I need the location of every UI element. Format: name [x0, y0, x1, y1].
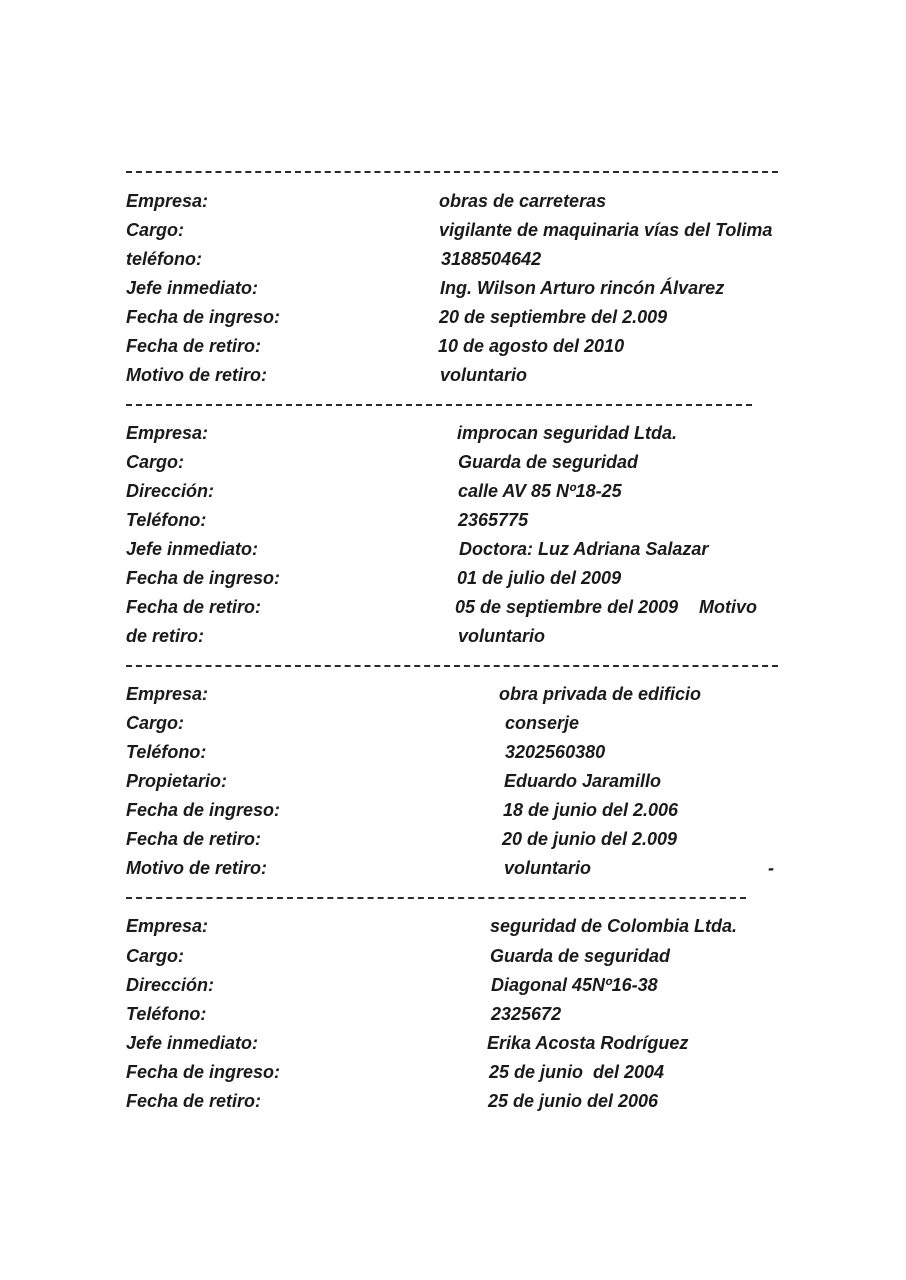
- section-separator: [126, 157, 778, 186]
- field-label: Empresa:: [126, 916, 209, 936]
- field-value: Ing. Wilson Arturo rincón Álvarez: [440, 278, 725, 298]
- field-label: Empresa:: [126, 191, 209, 211]
- field-value: 20 de junio del 2.009: [502, 829, 678, 849]
- field-label: Fecha de retiro:: [126, 336, 262, 356]
- field-value: 10 de agosto del 2010: [438, 336, 625, 356]
- field-label: Jefe inmediato:: [126, 539, 259, 559]
- field-value: Guarda de seguridad: [490, 946, 671, 966]
- field-value: vigilante de maquinaria vías del Tolima: [439, 220, 773, 240]
- field-label: Empresa:: [126, 423, 209, 443]
- field-label: Fecha de ingreso:: [126, 307, 281, 327]
- field-value: obra privada de edificio: [499, 684, 702, 704]
- field-value: seguridad de Colombia Ltda.: [490, 916, 738, 936]
- field-label: Fecha de retiro:: [126, 597, 262, 617]
- field-label: Dirección:: [126, 975, 215, 995]
- field-value: 3188504642: [441, 249, 542, 269]
- field-label: Cargo:: [126, 713, 184, 733]
- field-label: Cargo:: [126, 220, 184, 240]
- section-separator: [126, 651, 778, 680]
- field-label: de retiro:: [126, 626, 205, 646]
- field-value: Eduardo Jaramillo: [504, 771, 662, 791]
- field-label: Motivo de retiro:: [126, 365, 268, 385]
- field-value: 05 de septiembre del 2009: [455, 597, 679, 617]
- field-label: Cargo:: [126, 946, 184, 966]
- field-label: Propietario:: [126, 771, 228, 791]
- field-label: Cargo:: [126, 452, 184, 472]
- field-value: voluntario: [440, 365, 528, 385]
- field-value: calle AV 85 Nº18-25: [458, 481, 622, 501]
- section-separator: [126, 883, 746, 912]
- field-value: Erika Acosta Rodríguez: [487, 1033, 689, 1053]
- field-value: 25 de junio del 2004: [489, 1062, 665, 1082]
- field-label: Teléfono:: [126, 1004, 207, 1024]
- field-value: voluntario: [458, 626, 546, 646]
- field-value: 01 de julio del 2009: [457, 568, 622, 588]
- field-value: voluntario: [504, 858, 592, 878]
- field-value: Diagonal 45Nº16-38: [491, 975, 658, 995]
- field-value: Doctora: Luz Adriana Salazar: [459, 539, 709, 559]
- field-value: conserje: [505, 713, 580, 733]
- field-label: teléfono:: [126, 249, 202, 269]
- field-value: obras de carreteras: [439, 191, 607, 211]
- field-label: Fecha de retiro:: [126, 1091, 262, 1111]
- field-trailing-text: Motivo: [699, 597, 757, 617]
- field-label: Motivo de retiro:: [126, 858, 268, 878]
- field-label: Teléfono:: [126, 742, 207, 762]
- field-value: 3202560380: [505, 742, 606, 762]
- field-label: Dirección:: [126, 481, 215, 501]
- field-label: Fecha de ingreso:: [126, 800, 281, 820]
- field-label: Jefe inmediato:: [126, 278, 259, 298]
- field-label: Fecha de ingreso:: [126, 1062, 281, 1082]
- field-label: Fecha de retiro:: [126, 829, 262, 849]
- field-value: Guarda de seguridad: [458, 452, 639, 472]
- field-value: 25 de junio del 2006: [488, 1091, 659, 1111]
- field-value: 2365775: [458, 510, 529, 530]
- field-label: Fecha de ingreso:: [126, 568, 281, 588]
- field-value: improcan seguridad Ltda.: [457, 423, 678, 443]
- field-value: 2325672: [491, 1004, 562, 1024]
- field-label: Jefe inmediato:: [126, 1033, 259, 1053]
- field-trailing-text: -: [768, 858, 774, 878]
- field-label: Teléfono:: [126, 510, 207, 530]
- section-separator: [126, 390, 752, 419]
- field-value: 20 de septiembre del 2.009: [439, 307, 668, 327]
- field-value: 18 de junio del 2.006: [503, 800, 679, 820]
- field-label: Empresa:: [126, 684, 209, 704]
